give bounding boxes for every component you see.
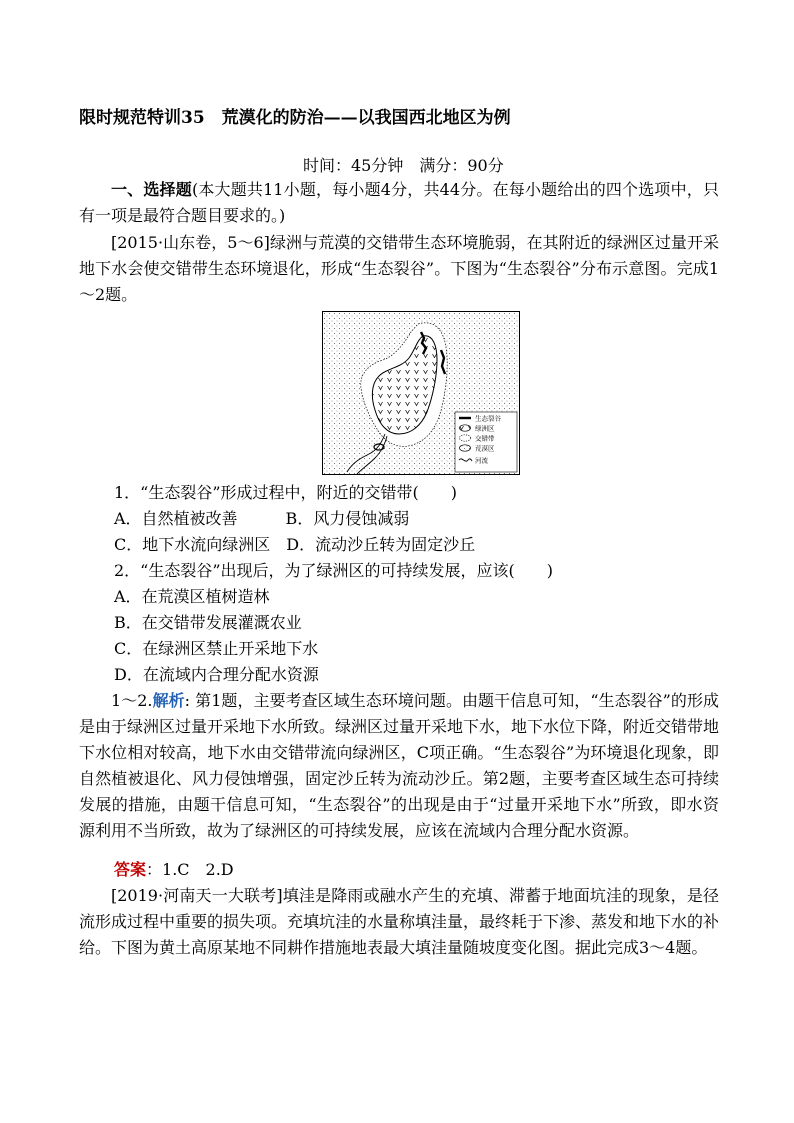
section-heading: 一、选择题 [111,180,192,199]
legend-label-desert: 荒漠区 [475,444,495,453]
legend-label-rift: 生态裂谷 [475,414,501,423]
page-title: 限时规范特训35 荒漠化的防治——以我国西北地区为例 [79,108,511,128]
analysis-text: : 第1题，主要考查区域生态环境问题。由题干信息可知，“生态裂谷”的形成是由于绿洲区过量开采地下水所致。绿洲区过量开采地下水，地下水位下降，附近交错带地下水位相对较高，地下水由交错带流向绿洲区，C项正确。“生态裂谷”为环境退化现象，即自然植被退化、风力侵蚀增强，固定沙丘转为流动沙丘。第2题，主要考查区域生态可持续发展的措施，由题干信息可知，“生态裂谷”的出现是由于“过量开采地下水”所致，即水资源利用不当所致，故为了绿洲区的可持续发展，应该在流域内合理分配水资源。 [79,691,720,840]
passage-1: [2015·山东卷，5～6]绿洲与荒漠的交错带生态环境脆弱，在其附近的绿洲区过量开采地下水会使交错带生态环境退化，形成“生态裂谷”。下图为“生态裂谷”分布示意图。完成1～2题。 [79,233,719,304]
passage-2: [2019·河南天一大联考]填洼是降雨或融水产生的充填、滞蓄于地面坑洼的现象，是径流形成过程中重要的损失项。充填坑洼的水量称填洼量，最终耗于下渗、蒸发和地下水的补给。下图为黄土高原某地不同耕作措施地表最大填洼量随坡度变化图。据此完成3～4题。 [79,886,720,957]
legend-symbol-desert [460,445,471,451]
ecological-rift-map [322,311,520,475]
section-instructions [79,177,719,229]
question-1-stem: 1．“生态裂谷”形成过程中，附近的交错带( ) [114,483,458,502]
legend-label-transition: 交错带 [475,434,495,443]
answer-text: ：1.C 2.D [146,860,234,879]
legend-symbol-transition [460,435,471,441]
analysis-label: 解析 [152,691,185,710]
analysis-paragraph [79,688,719,844]
question-2-stem: 2．“生态裂谷”出现后，为了绿洲区的可持续发展，应该( ) [114,561,554,580]
question-2-option-a: A．在荒漠区植树造林 [114,587,270,606]
legend-label-river: 河流 [475,456,488,465]
question-2-option-c: C．在绿洲区禁止开采地下水 [114,639,319,658]
question-1-options-ab: A．自然植被改善 B．风力侵蚀减弱 [114,509,410,528]
legend-label-oasis: 绿洲区 [475,424,495,433]
question-2-option-d: D．在流域内合理分配水资源 [114,665,319,684]
map-drawing [323,312,519,474]
legend-symbol-oasis [460,425,471,431]
time-score-info: 时间：45分钟 满分：90分 [303,156,504,175]
answer-label: 答案 [114,860,147,879]
question-2-option-b: B．在交错带发展灌溉农业 [114,613,302,632]
question-1-options-cd: C．地下水流向绿洲区 D．流动沙丘转为固定沙丘 [114,535,476,554]
answer-line [114,857,234,883]
analysis-prefix: 1～2. [111,691,153,710]
section-instructions-text: (本大题共11小题，每小题4分，共44分。在每小题给出的四个选项中，只有一项是最符合题目要求的。) [79,180,719,225]
